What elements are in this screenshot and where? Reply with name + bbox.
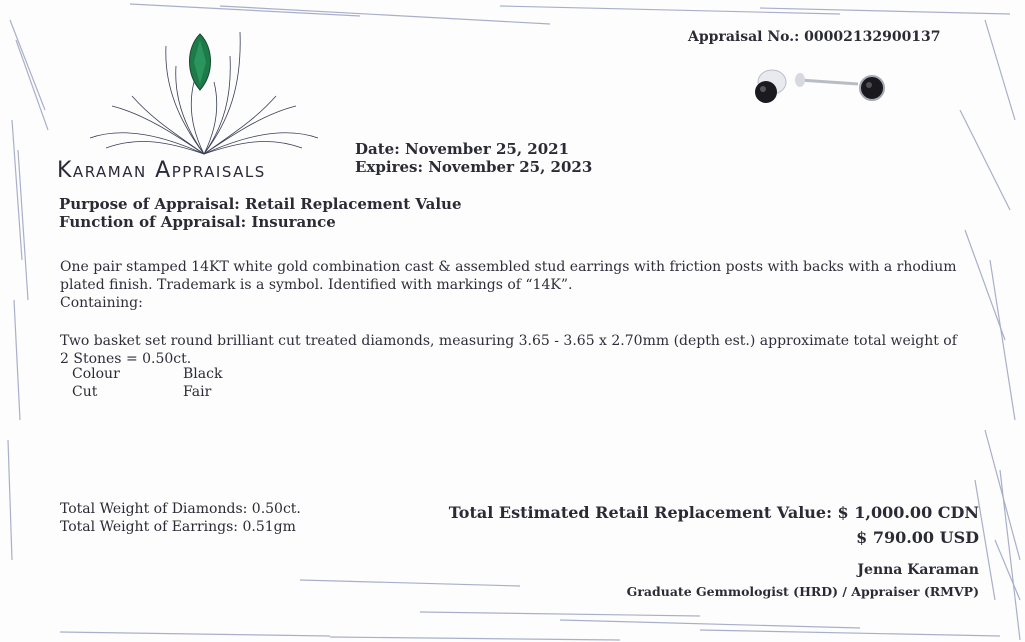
total-weight-diamonds: Total Weight of Diamonds: 0.50ct.	[60, 501, 301, 517]
company-name: Karaman Appraisals	[57, 158, 266, 183]
colour-label: Colour	[72, 366, 120, 382]
expiry-date: Expires: November 25, 2023	[355, 158, 593, 176]
containing-label: Containing:	[60, 295, 143, 311]
cut-value: Fair	[183, 384, 212, 400]
replacement-value: Total Estimated Retail Replacement Value: $ 1,000.00 CDN	[448, 503, 979, 522]
colour-value: Black	[183, 366, 223, 382]
function-of-appraisal: Function of Appraisal: Insurance	[59, 213, 336, 231]
appraisal-number: Appraisal No.: 00002132900137	[688, 29, 941, 45]
stones-description: Two basket set round brilliant cut treated diamonds, measuring 3.65 - 3.65 x 2.70mm (depth est.) approximate total weight of 2 Stones = 0.50ct.	[60, 333, 957, 367]
appraiser-name: Jenna Karaman	[857, 562, 979, 578]
description-text: One pair stamped 14KT white gold combination cast & assembled stud earrings with friction posts with backs with a rhodium plated finish. Trademark is a symbol. Identified with markings of “14K”.	[60, 259, 957, 293]
item-description	[60, 258, 965, 312]
appraisal-date: Date: November 25, 2021	[355, 140, 570, 158]
total-weight-earrings: Total Weight of Earrings: 0.51gm	[60, 519, 296, 535]
cut-label: Cut	[72, 384, 98, 400]
usd-value: $ 790.00 USD	[856, 528, 979, 547]
earring-photo	[738, 56, 898, 114]
company-logo	[84, 26, 324, 160]
purpose-of-appraisal: Purpose of Appraisal: Retail Replacement Value	[59, 195, 462, 213]
appraiser-title: Graduate Gemmologist (HRD) / Appraiser (RMVP)	[626, 584, 979, 599]
